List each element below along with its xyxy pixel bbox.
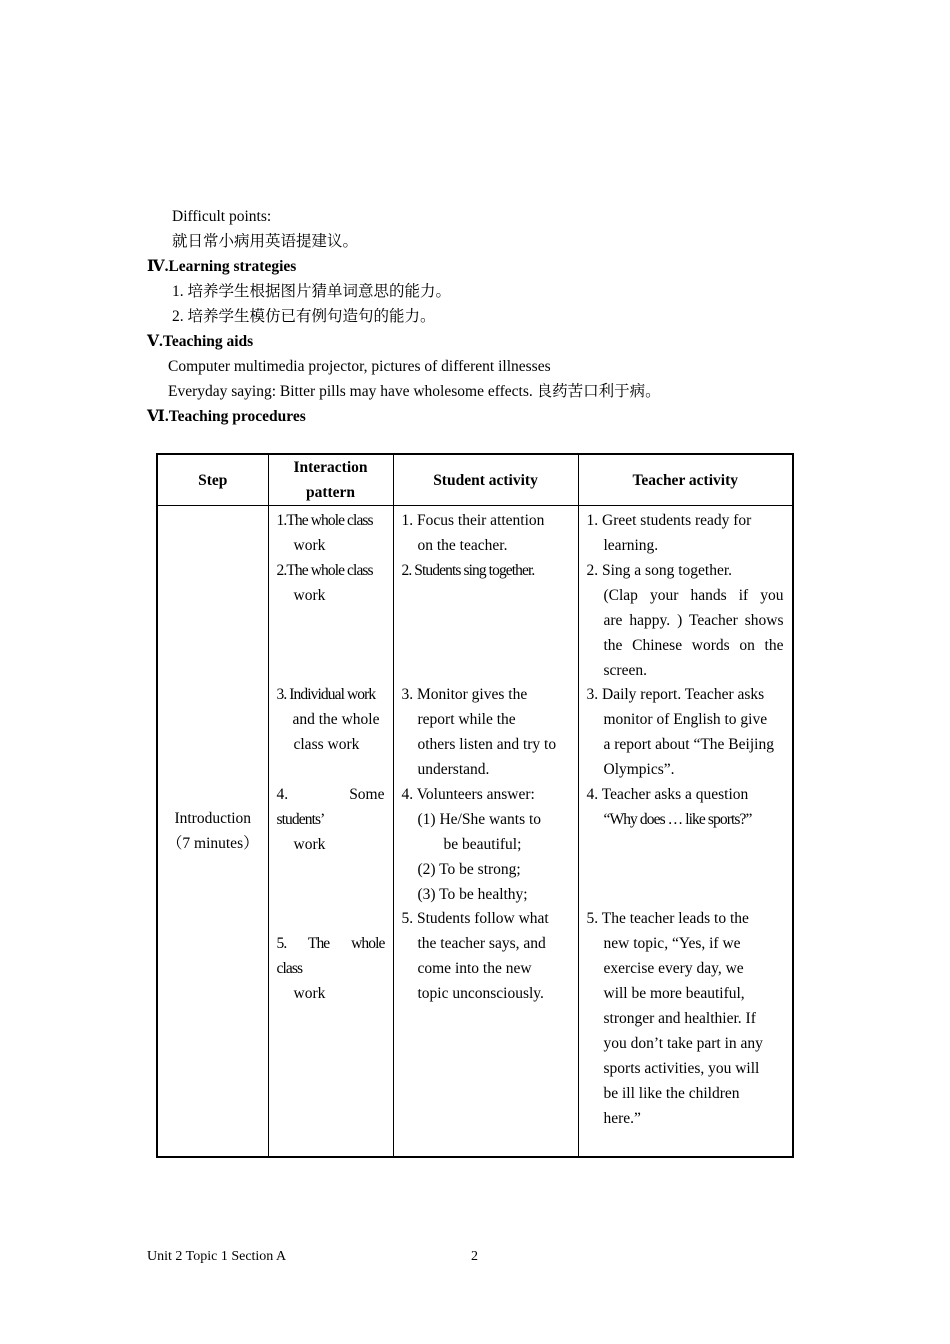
strategy-item-2: 2. 培养学生模仿已有例句造句的能力。 (172, 308, 436, 325)
teaching-aids-line-2: Everyday saying: Bitter pills may have wholesome effects. 良药苦口利于病。 (168, 383, 661, 400)
student-4-answer-3: (3) To be healthy; (417, 886, 528, 903)
student-activity-cell (393, 506, 578, 1158)
student-5: 5. Students follow what (401, 910, 549, 927)
teacher-2: 2. Sing a song together. (586, 562, 733, 579)
interaction-cell (268, 506, 393, 1158)
teacher-3-cont-3: Olympics”. (603, 761, 675, 778)
heading-text: Teaching aids (162, 333, 254, 350)
learning-strategies-heading (147, 254, 296, 279)
interaction-4: 4. Some (276, 786, 385, 803)
header-interaction-line-2: pattern (305, 484, 356, 501)
interaction-3: 3. Individual work (276, 686, 376, 703)
interaction-1-cont: work (293, 537, 326, 554)
student-2: 2. Students sing together. (401, 562, 535, 579)
teacher-4-cont: “Why does … like sports?” (603, 811, 752, 828)
interaction-5-cont-2: work (293, 985, 326, 1002)
header-interaction (268, 454, 393, 506)
strategy-item-1: 1. 培养学生根据图片猜单词意思的能力。 (172, 283, 452, 300)
student-4: 4. Volunteers answer: (401, 786, 535, 803)
table-row (157, 506, 793, 1158)
teacher-1-cont: learning. (603, 537, 659, 554)
student-4-answer-2: (2) To be strong; (417, 861, 521, 878)
teacher-5-cont-3: will be more beautiful, (603, 985, 745, 1002)
student-1-cont: on the teacher. (417, 537, 508, 554)
table-header-row (157, 454, 793, 506)
interaction-1: 1.The whole class (276, 512, 373, 529)
heading-number: Ⅳ. (147, 258, 169, 275)
interaction-2-cont: work (293, 587, 326, 604)
teacher-activity-cell (578, 506, 793, 1158)
teacher-3-cont-2: a report about “The Beijing (603, 736, 774, 753)
step-time: （7 minutes） (166, 835, 259, 852)
student-5-cont-2: come into the new (417, 960, 532, 977)
teacher-1: 1. Greet students ready for (586, 512, 752, 529)
student-4-answer-1-cont: be beautiful; (443, 836, 522, 853)
teacher-5-cont-7: be ill like the children (603, 1085, 740, 1102)
teacher-3-cont-1: monitor of English to give (603, 711, 768, 728)
step-cell (157, 506, 268, 1158)
step-name: Introduction (174, 810, 252, 827)
student-3: 3. Monitor gives the (401, 686, 528, 703)
student-3-cont-1: report while the (417, 711, 516, 728)
difficult-points-text: 就日常小病用英语提建议。 (172, 233, 359, 250)
teaching-aids-line-1: Computer multimedia projector, pictures of different illnesses (168, 358, 551, 375)
student-3-cont-3: understand. (417, 761, 490, 778)
teacher-5-cont-6: sports activities, you will (603, 1060, 760, 1077)
heading-text: Teaching procedures (168, 408, 306, 425)
student-5-cont-1: the teacher says, and (417, 935, 546, 952)
teacher-2-cont-1: (Clap your hands if you (603, 587, 784, 604)
teacher-5-cont-2: exercise every day, we (603, 960, 744, 977)
difficult-points-label: Difficult points: (172, 208, 272, 225)
procedures-table (156, 453, 794, 1158)
teacher-5: 5. The teacher leads to the (586, 910, 749, 927)
interaction-2: 2.The whole class (276, 562, 373, 579)
header-step: Step (157, 454, 268, 506)
heading-text: Learning strategies (168, 258, 297, 275)
interaction-5: 5. The whole (276, 935, 385, 952)
teacher-2-cont-2: are happy. ) Teacher shows (603, 612, 784, 629)
interaction-4-cont-1: students’ (276, 811, 325, 828)
teacher-2-cont-3: the Chinese words on the (603, 637, 784, 654)
student-5-cont-3: topic unconsciously. (417, 985, 544, 1002)
student-1: 1. Focus their attention (401, 512, 545, 529)
student-3-cont-2: others listen and try to (417, 736, 557, 753)
teacher-3: 3. Daily report. Teacher asks (586, 686, 765, 703)
footer-section: Unit 2 Topic 1 Section A (147, 1249, 287, 1264)
interaction-4-cont-2: work (293, 836, 326, 853)
header-teacher-activity: Teacher activity (578, 454, 793, 506)
teaching-aids-heading (147, 329, 253, 354)
teacher-5-cont-5: you don’t take part in any (603, 1035, 763, 1052)
student-4-answer-1: (1) He/She wants to (417, 811, 542, 828)
teacher-5-cont-4: stronger and healthier. If (603, 1010, 756, 1027)
teacher-5-cont-8: here.” (603, 1110, 641, 1127)
teaching-procedures-heading (147, 404, 306, 429)
header-interaction-line-1: Interaction (293, 459, 368, 476)
footer-page-number: 2 (471, 1249, 478, 1264)
heading-number: Ⅴ. (147, 333, 163, 350)
interaction-3-cont-2: class work (293, 736, 360, 753)
interaction-5-cont-1: class (276, 960, 303, 977)
heading-number: Ⅵ. (147, 408, 169, 425)
header-student-activity: Student activity (393, 454, 578, 506)
teacher-5-cont-1: new topic, “Yes, if we (603, 935, 741, 952)
teacher-2-cont-4: screen. (603, 662, 647, 679)
teacher-4: 4. Teacher asks a question (586, 786, 749, 803)
interaction-3-cont-1: and the whole (292, 711, 380, 728)
